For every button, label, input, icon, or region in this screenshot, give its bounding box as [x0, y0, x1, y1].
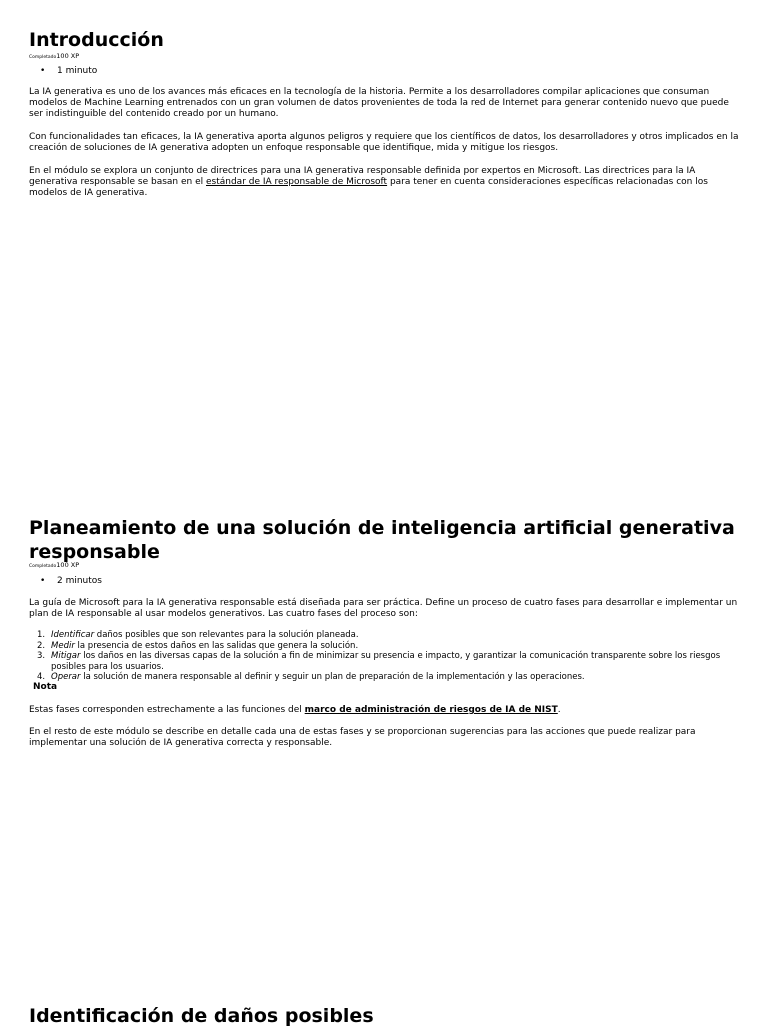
list-number: 1.	[37, 630, 46, 640]
section-title-identificacion: Identificación de daños posibles	[29, 1005, 374, 1027]
intro-paragraph-1: La IA generativa es uno de los avances más eficaces en la tecnología de la historia. Permite a los desarrolladores compilar aplicaciones que consuman modelos de Machine Learning entrenados con un gran volumen de datos provenientes de toda la red de Internet para generar contenido nuevo que puede ser indistinguible del contenido creado por un humano.	[29, 87, 729, 119]
phase-description: la solución de manera responsable al definir y seguir un plan de preparación de la implementación y las operaciones.	[80, 672, 585, 682]
plan-paragraph-2	[29, 705, 741, 716]
plan-p2-text-b: .	[557, 705, 561, 715]
phase-description: la presencia de estos daños en las salidas que genera la solución.	[74, 640, 359, 651]
duration-item	[43, 66, 97, 77]
list-number: 3.	[37, 651, 46, 661]
section-title-planeamiento: Planeamiento de una solución de inteligencia artificial generativa responsable	[29, 517, 735, 563]
duration-text: 2 minutos	[57, 576, 102, 586]
unit-meta	[29, 52, 79, 62]
note-label: Nota	[33, 682, 58, 692]
phase-name: Operar	[51, 672, 81, 682]
section-title-introduccion: Introducción	[29, 29, 164, 51]
duration-item	[43, 576, 102, 587]
intro-paragraph-3	[29, 166, 741, 199]
phase-name: Mitigar	[51, 651, 81, 661]
microsoft-standard-link[interactable]: estándar de IA responsable de Microsoft	[206, 177, 388, 187]
phase-description: los daños en las diversas capas de la solución a fin de minimizar su presencia e impacto, y garantizar la comunicación transparente sobre los riesgos posibles para los usuarios.	[51, 651, 721, 672]
list-item	[29, 651, 729, 672]
list-number: 4.	[37, 672, 46, 682]
xp-badge: 100 XP	[56, 561, 80, 569]
nist-framework-link[interactable]: marco de administración de riesgos de IA de NIST	[304, 705, 558, 715]
phase-name: Identificar	[51, 630, 95, 640]
plan-paragraph-1: La guía de Microsoft para la IA generativa responsable está diseñada para ser práctica. Define un proceso de cuatro fases para desarrollar e implementar un plan de IA responsable al usar modelos generativos. Las cuatro fases del proceso son:	[29, 598, 738, 619]
phase-name: Medir	[51, 640, 75, 651]
completion-status: Completado	[29, 55, 57, 60]
list-number: 2.	[37, 640, 46, 651]
phase-description: daños posibles que son relevantes para la solución planeada.	[94, 630, 359, 640]
phases-list	[29, 630, 729, 683]
list-item	[29, 630, 729, 641]
intro-paragraph-2: Con funcionalidades tan eficaces, la IA generativa aporta algunos peligros y requiere que los científicos de datos, los desarrolladores y otros implicados en la creación de soluciones de IA generativa adopten un enfoque responsable que identifique, mida y mitigue los riesgos.	[29, 132, 739, 153]
plan-p2-text-a: Estas fases corresponden estrechamente a las funciones del	[29, 705, 305, 715]
intro-p3-text-a: En el módulo se explora un conjunto de directrices para una IA generativa responsable definida por expertos en Microsoft. Las directrices para la IA generativa responsable se basan en el	[29, 166, 696, 187]
list-item	[29, 641, 729, 652]
unit-meta	[29, 561, 79, 571]
intro-p3-text-b: para tener en cuenta consideraciones específicas relacionadas con los modelos de IA generativa.	[29, 177, 708, 198]
xp-badge: 100 XP	[56, 52, 80, 60]
completion-status: Completado	[29, 564, 57, 569]
list-item	[29, 672, 729, 683]
duration-text: 1 minuto	[57, 66, 98, 76]
plan-paragraph-3: En el resto de este módulo se describe en detalle cada una de estas fases y se proporcionan sugerencias para las acciones que puede realizar para implementar una solución de IA generativa correcta y responsable.	[29, 727, 696, 748]
